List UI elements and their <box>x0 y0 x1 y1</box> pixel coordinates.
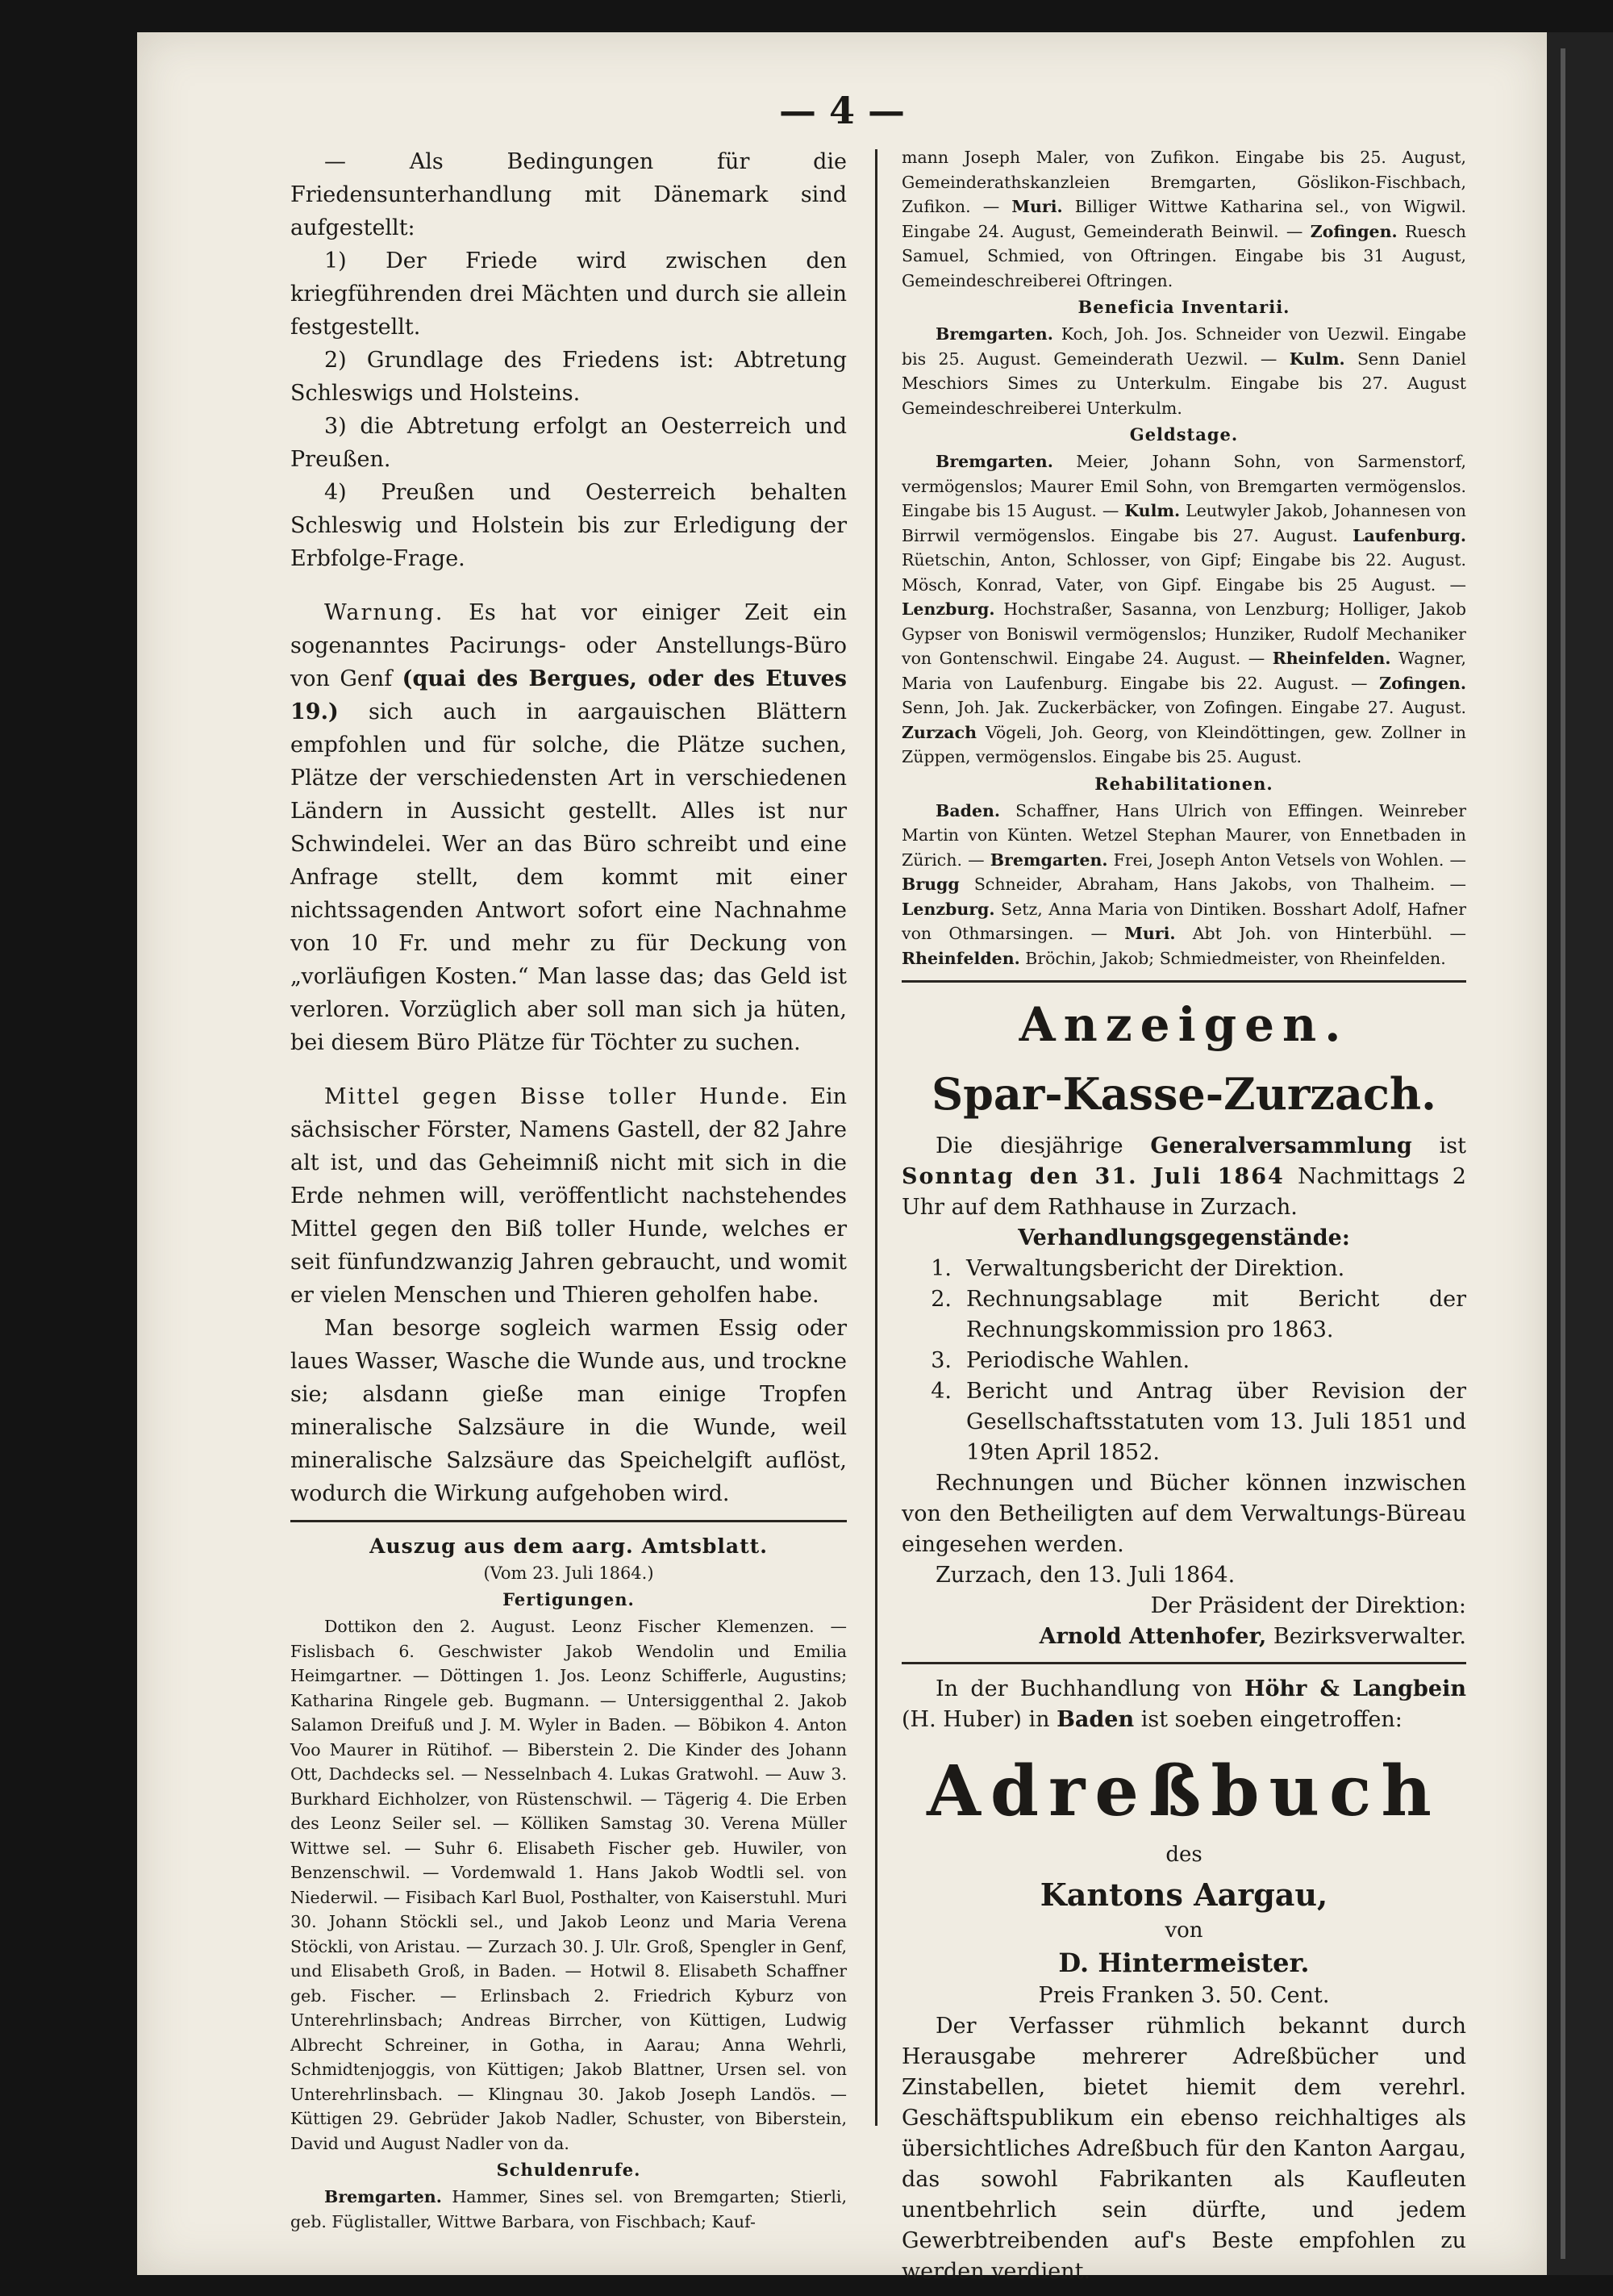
fertigungen-title: Fertigungen. <box>502 1589 635 1609</box>
rehab-rheinfelden: Rheinfelden. <box>902 948 1020 968</box>
signer-name: Arnold Attenhofer, <box>1039 1624 1267 1649</box>
rehab-lenzburg: Lenzburg. <box>902 899 995 919</box>
auszug-date: (Vom 23. Juli 1864.) <box>483 1563 654 1583</box>
agenda-item <box>902 1346 1466 1376</box>
beneficia-entry <box>902 322 1466 420</box>
peace-intro: — Als Bedingungen für die Friedensunterhandlung mit Dänemark sind aufgestellt: <box>290 149 847 240</box>
sparkasse-intro-3: Nachmittags 2 Uhr auf dem Rathhause in Zurzach. <box>902 1164 1466 1220</box>
lenzburg-lead: Lenzburg. <box>902 599 995 619</box>
schuldenrufe-continued <box>902 145 1466 293</box>
adressbuch-intro <box>902 1674 1466 1735</box>
mittel-heading: Mittel gegen Bisse toller Hunde. <box>324 1084 790 1109</box>
peace-condition-3: 3) die Abtretung erfolgt an Oesterreich und Preußen. <box>290 414 847 472</box>
column-divider <box>875 149 877 2126</box>
warnung-heading: Warnung. <box>324 600 444 625</box>
adressbuch-intro-1: In der Buchhandlung von <box>936 1676 1232 1701</box>
fertigungen-text: Dottikon den 2. August. Leonz Fischer Klemenzen. — Fislisbach 6. Geschwister Jakob Wendolin und Emilia Heimgartner. — Döttingen 1. Jos. Leonz Schifferle, Augustins; Katharina Ringele geb. Bugmann. — Untersiggenthal 2. Jakob Salamon Dreifuß und J. M. Wyler in Baden. — Böbikon 4. Anton Voo Maurer in Rütihof. — Biberstein 2. Die Kinder des Johann Ott, Dachdecks sel. — Nesselnbach 4. Lukas Gratwohl. — Auw 3. Burkhard Eichholzer, von Rüstenschwil. — Tägerig 4. Die Erben des Leonz Seiler sel. — Kölliken Samstag 30. Verena Müller Wittwe sel. — Suhr 6. Elisabeth Fischer geb. Huwiler, von Benzenschwil. — Vordemwald 1. Hans Jakob Wodtli sel. von Niederwil. — Fisibach Karl Buol, Posthalter, von Kaiserstuhl. Muri 30. Johann Stöckli sel., und Jakob Leonz und Maria Verena Stöckli, von Aristau. — Zurzach 30. J. Ulr. Groß, Spengler in Genf, und Elisabeth Groß, in Baden. — Hotwil 8. Elisabeth Schaffner geb. Fischer. — Erlinsbach 2. Friedrich Kyburz von Unterehrlinsbach; Andreas Birrcher, von Küttigen, Ludwig Albrecht Schreiner, in Gotha, in Aarau; Anna Wehrli, Schmidtenjoggis, von Küttigen; Jakob Blattner, Ursen sel. von Unterehrlinsbach. — Klingnau 30. Jakob Joseph Landös. — Küttigen 29. Gebrüder Jakob Nadler, Schuster, von Biberstein, David und August Nadler von da. <box>290 1617 847 2153</box>
rehab-bremgarten: Bremgarten. <box>990 850 1108 870</box>
warnung-address: (quai des Bergues, oder des Etuves 19.) <box>290 666 847 724</box>
adressbuch-intro-2: (H. Huber) in <box>902 1707 1050 1732</box>
sparkasse-president: Der Präsident der Direktion: <box>1150 1593 1466 1618</box>
beneficia-text-1: Koch, Joh. Jos. Schneider von Uezwil. Eingabe bis 25. August. Gemeinderath Uezwil. — <box>902 324 1466 369</box>
adressbuch-des: des <box>1165 1843 1202 1867</box>
sparkasse-intro <box>902 1131 1466 1223</box>
kulm-lead: Kulm. <box>1289 349 1345 369</box>
right-column <box>902 145 1466 2287</box>
sparkasse-date: Sonntag den 31. Juli 1864 <box>902 1164 1285 1189</box>
warnung-article <box>290 596 847 1059</box>
auszug-title: Auszug aus dem aarg. Amtsblatt. <box>369 1534 768 1558</box>
agenda-list <box>902 1254 1466 1468</box>
sparkasse-intro-2: ist <box>1439 1133 1466 1158</box>
adressbuch-kanton: Kantons Aargau, <box>1040 1876 1328 1913</box>
geldstage-text-4: Hochstraßer, Sasanna, von Lenzburg; Holliger, Jakob Gypser von Boniswil vermögenslos; Hunziker, Rudolf Mechaniker von Gontenschwil. Eingabe 24. August. — <box>902 599 1466 668</box>
geldstage-text-7: Vögeli, Joh. Georg, von Kleindöttingen, gew. Zollner in Züppen, vermögenslos. Eingabe bis 25. August. <box>902 722 1466 766</box>
ad-separator <box>902 1662 1466 1664</box>
rehab-text-3: Schneider, Abraham, Hans Jakobs, von Thalheim. — <box>973 875 1466 894</box>
binding-edge <box>1561 48 1565 2259</box>
muri-lead: Muri. <box>1011 197 1063 216</box>
schuldenrufe-lead: Bremgarten. <box>324 2187 442 2206</box>
agenda-text: Rechnungsablage mit Bericht der Rechnungskommission pro 1863. <box>966 1287 1466 1342</box>
laufenburg-lead: Laufenburg. <box>1353 525 1466 545</box>
newspaper-page <box>137 32 1547 2284</box>
book-binding <box>1547 32 1613 2275</box>
schuldenrufe-text: Hammer, Sines sel. von Bremgarten; Stierli, geb. Füglistaller, Wittwe Barbara, von Fischbach; Kauf- <box>290 2187 847 2231</box>
agenda-title <box>902 1223 1466 1254</box>
agenda-num: 2. <box>931 1287 952 1312</box>
zurzach-lead: Zurzach <box>902 722 977 742</box>
rehab-text-4: Setz, Anna Maria von Dintiken. Bosshart Adolf, Hafner von Othmarsingen. — <box>902 899 1466 943</box>
mittel-text-1: Ein sächsischer Förster, Namens Gastell, der 82 Jahre alt ist, und das Geheimniß nicht mit sich in die Erde nehmen will, veröffentlicht nachstehendes Mittel gegen den Biß toller Hunde, welches er seit fünfundzwanzig Jahren gebraucht, und womit er vielen Menschen und Thieren geholfen habe. <box>290 1084 847 1308</box>
adressbuch-author: D. Hintermeister. <box>1058 1947 1310 1978</box>
section-rule <box>290 1520 847 1522</box>
sparkasse-title: Spar-Kasse-Zurzach. <box>932 1068 1436 1120</box>
rehab-lead: Baden. <box>936 800 1001 820</box>
peace-condition-4: 4) Preußen und Oesterreich behalten Schleswig und Holstein bis zur Erledigung der Erbfolge-Frage. <box>290 480 847 571</box>
rehab-text-1: Schaffner, Hans Ulrich von Effingen. Weinreber Martin von Künten. Wetzel Stephan Maurer, von Ennetbaden in Zürich. — <box>902 800 1466 870</box>
ads-rule <box>902 980 1466 983</box>
rehab-title: Rehabilitationen. <box>1094 773 1273 794</box>
peace-condition-1: 1) Der Friede wird zwischen den kriegführenden drei Mächten und durch sie allein festgestellt. <box>290 248 847 340</box>
beneficia-text-2: Senn Daniel Meschiors Simes zu Unterkulm. Eingabe bis 27. August Gemeindeschreiberei Unterkulm. <box>902 349 1466 418</box>
warnung-text-2: sich auch in aargauischen Blättern empfohlen und für solche, die Plätze suchen, Plätze der verschiedensten Art in verschiedenen Ländern in Aussicht gestellt. Alles ist nur Schwindelei. Wer an das Büro schreibt und eine Anfrage stellt, dem kommt mit einer nichtssagenden Antwort sofort eine Nachnahme von 10 Fr. und mehr zu für Deckung von „vorläufigen Kosten.“ Man lasse das; das Geld ist verloren. Vorzüglich aber soll man sich ja hüten, bei diesem Büro Plätze für Töchter zu suchen. <box>290 699 847 1055</box>
agenda-num: 4. <box>931 1379 952 1404</box>
geldstage-text-1: Meier, Johann Sohn, von Sarmenstorf, vermögenslos; Maurer Emil Sohn, von Bremgarten vermögenslos. Eingabe bis 15 August. — <box>902 452 1466 520</box>
zofingen-lead: Zofingen. <box>1310 221 1398 241</box>
agenda-num: 1. <box>931 1256 952 1281</box>
sparkasse-place-date: Zurzach, den 13. Juli 1864. <box>936 1563 1236 1588</box>
adressbuch-von: von <box>1165 1918 1203 1943</box>
cont-text-3: Ruesch Samuel, Schmied, von Oftringen. Eingabe bis 31 August, Gemeindeschreiberei Oftringen. <box>902 221 1466 290</box>
agenda-text: Periodische Wahlen. <box>966 1348 1190 1373</box>
zofingen2-lead: Zofingen. <box>1379 673 1466 693</box>
agenda-text: Verwaltungsbericht der Direktion. <box>966 1256 1345 1281</box>
anzeigen-title: Anzeigen. <box>1019 997 1349 1052</box>
geldstage-text-6: Senn, Joh. Jak. Zuckerbäcker, von Zofingen. Eingabe 27. August. <box>902 698 1466 717</box>
adressbuch-title: Adreßbuch <box>927 1751 1441 1832</box>
page-number: — 4 — <box>778 89 906 132</box>
adressbuch-city: Baden <box>1057 1707 1135 1732</box>
sparkasse-intro-1: Die diesjährige <box>936 1133 1123 1158</box>
schuldenrufe-entry <box>290 2185 847 2234</box>
rehab-muri: Muri. <box>1124 924 1176 943</box>
cont-text-1: mann Joseph Maler, von Zufikon. Eingabe bis 25. August, Gemeinderathskanzleien Bremgarten, Göslikon-Fischbach, Zufikon. — <box>902 148 1466 216</box>
schuldenrufe-title: Schuldenrufe. <box>496 2160 641 2180</box>
sparkasse-note: Rechnungen und Bücher können inzwischen von den Betheiligten auf dem Verwaltungs-Büreau eingesehen werden. <box>902 1471 1466 1557</box>
mittel-text-2: Man besorge sogleich warmen Essig oder laues Wasser, Wasche die Wunde aus, und trockne sie; alsdann gieße man einige Tropfen mineralische Salzsäure in die Wunde, weil mineralische Salzsäure das Speichelgift auflöst, wodurch die Wirkung aufgehoben wird. <box>290 1316 847 1506</box>
cont-text-2: Billiger Wittwe Katharina sel., von Wigwil. Eingabe 24. August, Gemeinderath Beinwil. — <box>902 197 1466 241</box>
adressbuch-intro-3: ist soeben eingetroffen: <box>1140 1707 1403 1732</box>
geldstage-entry <box>902 449 1466 770</box>
geldstage-kulm: Kulm. <box>1124 501 1181 520</box>
rehab-brugg: Brugg <box>902 875 960 894</box>
geldstage-text-5: Wagner, Maria von Laufenburg. Eingabe bis 22. August. — <box>902 649 1466 693</box>
peace-condition-2: 2) Grundlage des Friedens ist: Abtretung Schleswigs und Holsteins. <box>290 348 847 406</box>
agenda-title-text: Verhandlungsgegenstände: <box>1018 1225 1350 1250</box>
agenda-item <box>902 1284 1466 1346</box>
rehab-text-2: Frei, Joseph Anton Vetsels von Wohlen. — <box>1113 850 1466 870</box>
agenda-item <box>902 1376 1466 1468</box>
agenda-text: Bericht und Antrag über Revision der Gesellschaftsstatuten vom 13. Juli 1851 und 19ten April 1852. <box>966 1379 1466 1465</box>
adressbuch-publisher: Höhr & Langbein <box>1244 1676 1466 1701</box>
adressbuch-price: Preis Franken 3. 50. Cent. <box>1038 1983 1330 2008</box>
sparkasse-signature <box>902 1622 1466 1652</box>
rehab-entry <box>902 799 1466 971</box>
adressbuch-description: Der Verfasser rühmlich bekannt durch Herausgabe mehrerer Adreßbücher und Zinstabellen, bietet hiemit dem verehrl. Geschäftspublikum ein ebenso reichhaltiges als übersichtliches Adreßbuch für den Kanton Aargau, das sowohl Fabrikanten als Kaufleuten unentbehrlich sein dürfte, und jedem Gewerbtreibenden auf's Beste empfohlen zu werden verdient. <box>902 2014 1466 2284</box>
signer-title: Bezirksverwalter. <box>1273 1624 1466 1649</box>
geldstage-text-2: Leutwyler Jakob, Johannesen von Birrwil vermögenslos. Eingabe bis 27. August. <box>902 501 1466 545</box>
rheinfelden-lead: Rheinfelden. <box>1272 649 1391 668</box>
warnung-text-1: Es hat vor einiger Zeit ein sogenanntes Pacirungs- oder Anstellungs-Büro von Genf <box>290 600 847 691</box>
geldstage-title: Geldstage. <box>1129 424 1239 445</box>
geldstage-lead: Bremgarten. <box>936 452 1053 471</box>
agenda-item <box>902 1254 1466 1284</box>
left-column <box>290 145 847 2234</box>
rehab-text-5: Abt Joh. von Hinterbühl. — <box>1192 924 1466 943</box>
mittel-article <box>290 1080 847 1312</box>
rehab-text-6: Bröchin, Jakob; Schmiedmeister, von Rheinfelden. <box>1025 948 1446 968</box>
geldstage-text-3: Rüetschin, Anton, Schlosser, von Gipf; Eingabe bis 22. August. Mösch, Konrad, Vater, von Gipf. Eingabe bis 25 August. — <box>902 550 1466 595</box>
sparkasse-generalversammlung: Generalversammlung <box>1150 1133 1412 1158</box>
beneficia-lead: Bremgarten. <box>936 324 1053 344</box>
agenda-num: 3. <box>931 1348 952 1373</box>
beneficia-title: Beneficia Inventarii. <box>1077 297 1290 317</box>
